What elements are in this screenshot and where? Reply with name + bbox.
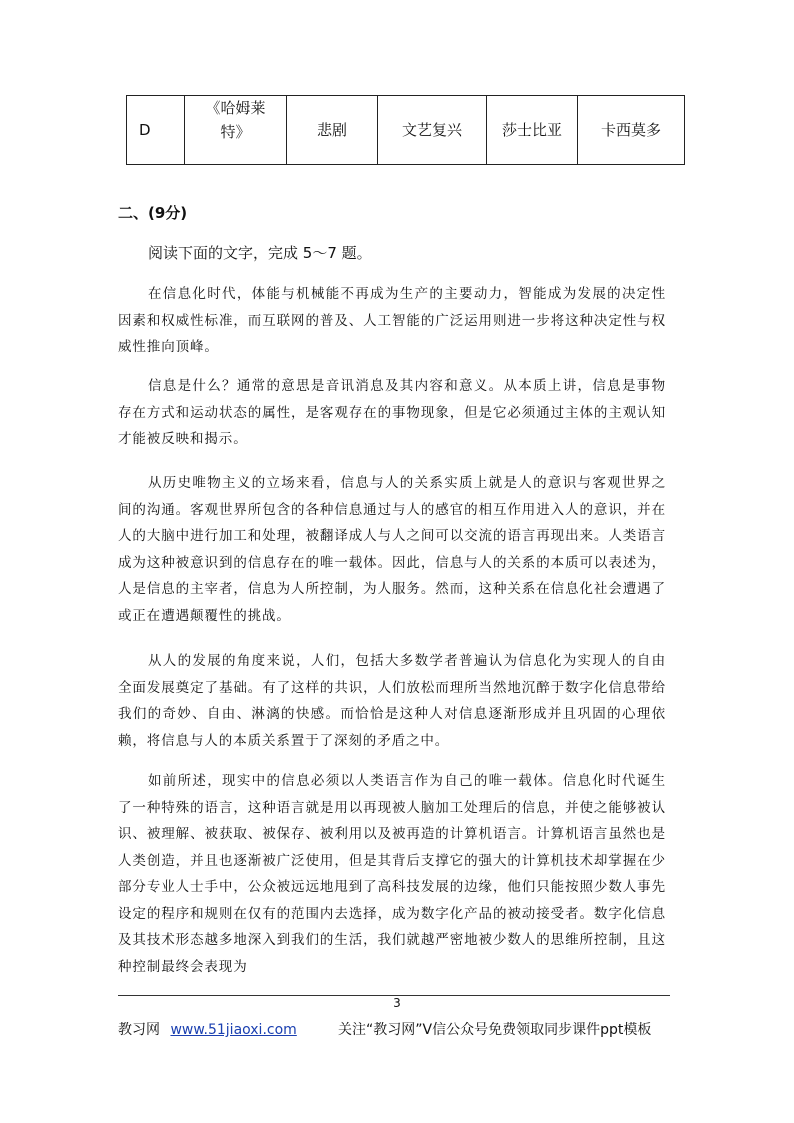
paragraph-text: 在信息化时代，体能与机械能不再成为生产的主要动力，智能成为发展的决定性因素和权威性标准，而互联网的普及、人工智能的广泛运用则进一步将这种决定性与权威性推向顶峰。 [118, 286, 666, 355]
work-title-line2: 特》 [220, 123, 251, 141]
passage-paragraph [118, 768, 666, 980]
work-era: 文艺复兴 [378, 96, 487, 165]
paragraph-text: 信息是什么？通常的意思是音讯消息及其内容和意义。从本质上讲，信息是事物存在方式和运动状态的属性，是客观存在的事物现象，但是它必须通过主体的主观认知才能被反映和揭示。 [118, 378, 666, 447]
site-name: 教习网 [118, 1022, 160, 1038]
work-author: 莎士比亚 [487, 96, 578, 165]
passage-paragraph [118, 470, 666, 629]
passage-paragraph [118, 648, 666, 754]
paragraph-text: 从历史唯物主义的立场来看，信息与人的关系实质上就是人的意识与客观世界之间的沟通。客观世界所包含的各种信息通过与人的感官的相互作用进入人的意识，并在人的大脑中进行加工和处理，被翻译成人与人之间可以交流的语言再现出来。人类语言成为这种被意识到的信息存在的唯一载体。因此，信息与人的关系的本质可以表述为，人是信息的主宰者，信息为人所控制，为人服务。然而，这种关系在信息化社会遭遇了或正在遭遇颠覆性的挑战。 [118, 475, 666, 624]
promo-text: 关注“教习网”V信公众号免费领取同步课件ppt模板 [338, 1022, 652, 1038]
passage-paragraph [118, 281, 666, 361]
option-letter: D [127, 96, 185, 165]
work-title [185, 96, 287, 165]
paragraph-text: 如前所述，现实中的信息必须以人类语言作为自己的唯一载体。信息化时代诞生了一种特殊的语言，这种语言就是用以再现被人脑加工处理后的信息，并使之能够被认识、被理解、被获取、被保存、被利用以及被再造的计算机语言。计算机语言虽然也是人类创造，并且也逐渐被广泛使用，但是其背后支撑它的强大的计算机技术却掌握在少部分专业人士手中，公众被远远地甩到了高科技发展的边缘，他们只能按照少数人事先设定的程序和规则在仅有的范围内去选择，成为数字化产品的被动接受者。数字化信息及其技术形态越多地深入到我们的生活，我们就越严密地被少数人的思维所控制，且这种控制最终会表现为 [118, 773, 666, 975]
options-table [126, 95, 685, 165]
passage-paragraph [118, 373, 666, 453]
site-link[interactable]: www.51jiaoxi.com [170, 1022, 297, 1038]
paragraph-text: 从人的发展的角度来说，人们，包括大多数学者普遍认为信息化为实现人的自由全面发展奠定了基础。有了这样的共识，人们放松而理所当然地沉醉于数字化信息带给我们的奇妙、自由、淋漓的快感。而恰恰是这种人对信息逐渐形成并且巩固的心理依赖，将信息与人的本质关系置于了深刻的矛盾之中。 [118, 653, 666, 749]
table-row [127, 96, 685, 165]
section-heading: 二、(9分) [118, 204, 188, 222]
page-footer [118, 1019, 678, 1039]
work-character: 卡西莫多 [578, 96, 685, 165]
work-genre: 悲剧 [287, 96, 378, 165]
reading-instruction: 阅读下面的文字，完成 5～7 题。 [148, 244, 372, 262]
page-number: 3 [393, 996, 401, 1010]
work-title-line1: 《哈姆莱 [205, 99, 266, 117]
